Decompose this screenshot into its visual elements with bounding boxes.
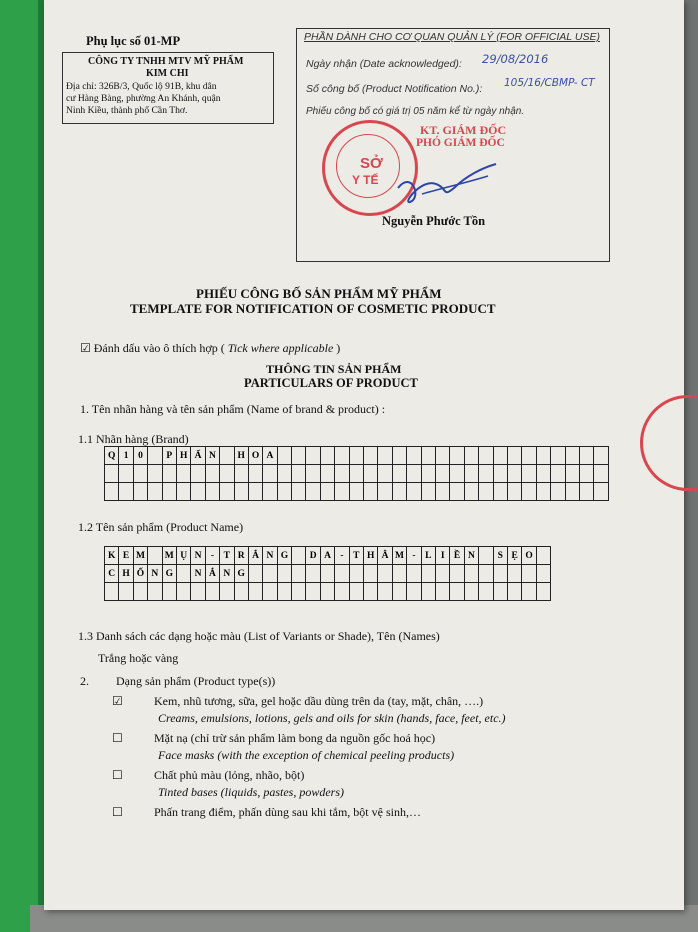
grid-cell	[364, 565, 378, 583]
grid-cell	[435, 465, 449, 483]
grid-cell: -	[335, 547, 349, 565]
grid-cell	[392, 483, 406, 501]
product-type-vi: Chất phủ màu (lỏng, nhão, bột)	[154, 768, 305, 782]
grid-cell	[335, 565, 349, 583]
grid-cell	[378, 483, 392, 501]
tick-instruction-vi: Đánh dấu vào ô thích hợp (	[93, 341, 225, 355]
grid-cell	[579, 447, 593, 465]
grid-cell: Ẩ	[191, 447, 205, 465]
checkbox-checked[interactable]: ☑	[112, 694, 123, 708]
grid-cell	[162, 483, 176, 501]
grid-cell	[176, 483, 190, 501]
grid-cell	[364, 583, 378, 601]
grid-cell	[133, 583, 147, 601]
grid-cell: M	[133, 547, 147, 565]
product-name-row-empty	[105, 583, 551, 601]
grid-cell	[522, 465, 536, 483]
product-type-en: Creams, emulsions, lotions, gels and oils for skin (hands, face, feet, etc.)	[158, 711, 506, 725]
grid-cell: Ẹ	[507, 547, 521, 565]
grid-cell	[479, 447, 493, 465]
grid-cell: H	[119, 565, 133, 583]
grid-cell	[349, 465, 363, 483]
grid-cell	[148, 547, 162, 565]
grid-cell	[364, 483, 378, 501]
grid-cell	[464, 483, 478, 501]
grid-cell: A	[320, 547, 334, 565]
grid-cell: M	[392, 547, 406, 565]
grid-cell	[522, 483, 536, 501]
grid-cell: Ề	[450, 547, 464, 565]
notification-number-label: Số công bố (Product Notification No.):	[306, 83, 483, 95]
grid-cell	[176, 465, 190, 483]
grid-cell	[421, 483, 435, 501]
grid-cell	[378, 565, 392, 583]
grid-cell	[536, 483, 550, 501]
grid-cell: Ắ	[248, 547, 262, 565]
notification-number-value: 105/16/CBMP- CT	[504, 77, 595, 89]
title-en: TEMPLATE FOR NOTIFICATION OF COSMETIC PRODUCT	[130, 301, 496, 316]
grid-cell	[551, 465, 565, 483]
signature	[392, 158, 502, 210]
grid-cell	[105, 465, 119, 483]
grid-cell	[234, 583, 248, 601]
grid-cell	[191, 465, 205, 483]
grid-cell	[248, 465, 262, 483]
grid-cell	[450, 447, 464, 465]
grid-cell	[565, 447, 579, 465]
grid-cell: N	[464, 547, 478, 565]
grid-cell	[234, 465, 248, 483]
grid-cell	[162, 465, 176, 483]
grid-cell: M	[162, 547, 176, 565]
grid-cell: N	[191, 547, 205, 565]
grid-cell	[378, 447, 392, 465]
grid-cell	[493, 565, 507, 583]
grid-cell	[435, 483, 449, 501]
grid-cell: G	[234, 565, 248, 583]
product-name-row	[105, 565, 551, 583]
grid-cell: N	[220, 565, 234, 583]
checkbox[interactable]: ☐	[112, 768, 123, 782]
grid-cell	[292, 483, 306, 501]
grid-cell	[277, 447, 291, 465]
grid-cell: -	[205, 547, 219, 565]
grid-cell	[105, 583, 119, 601]
grid-cell	[148, 465, 162, 483]
grid-cell	[205, 483, 219, 501]
grid-cell: 0	[133, 447, 147, 465]
grid-cell	[479, 483, 493, 501]
grid-cell: H	[364, 547, 378, 565]
grid-cell	[335, 483, 349, 501]
product-name-grid	[104, 546, 551, 601]
grid-cell	[263, 565, 277, 583]
grid-cell	[277, 565, 291, 583]
grid-cell	[292, 447, 306, 465]
grid-cell	[277, 583, 291, 601]
grid-cell	[479, 583, 493, 601]
grid-cell	[421, 565, 435, 583]
grid-cell	[191, 583, 205, 601]
sign-title-kt: KT. GIÁM ĐỐC	[420, 123, 507, 137]
grid-cell: L	[421, 547, 435, 565]
item-1-1: 1.1 Nhãn hàng (Brand)	[78, 432, 189, 446]
brand-row-empty	[105, 483, 609, 501]
grid-cell	[464, 465, 478, 483]
grid-cell	[364, 465, 378, 483]
grid-cell: N	[191, 565, 205, 583]
grid-cell	[464, 565, 478, 583]
product-type-vi: Kem, nhũ tương, sữa, gel hoặc dầu dùng trên da (tay, mặt, chân, ….)	[154, 694, 484, 708]
grid-cell	[594, 447, 608, 465]
grid-cell	[335, 583, 349, 601]
grid-cell	[176, 565, 190, 583]
grid-cell: Ố	[133, 565, 147, 583]
grid-cell	[148, 483, 162, 501]
grid-cell	[565, 465, 579, 483]
grid-cell	[133, 465, 147, 483]
grid-cell	[205, 583, 219, 601]
grid-cell: Q	[105, 447, 119, 465]
grid-cell	[335, 447, 349, 465]
grid-cell	[292, 465, 306, 483]
company-name-2: KIM CHI	[146, 68, 189, 79]
validity-note: Phiếu công bố có giá trị 05 năm kể từ ngày nhận.	[306, 106, 525, 117]
grid-cell	[306, 583, 320, 601]
seal-text-1: SỞ	[360, 155, 383, 172]
grid-cell	[263, 583, 277, 601]
grid-cell	[349, 483, 363, 501]
grid-cell: N	[263, 547, 277, 565]
grid-cell	[522, 565, 536, 583]
grid-cell	[378, 465, 392, 483]
grid-cell	[306, 447, 320, 465]
grid-cell	[479, 565, 493, 583]
grid-cell	[536, 547, 550, 565]
grid-cell	[551, 483, 565, 501]
grid-cell: N	[148, 565, 162, 583]
grid-cell: G	[162, 565, 176, 583]
grid-cell	[306, 465, 320, 483]
grid-cell	[507, 483, 521, 501]
grid-cell	[205, 465, 219, 483]
product-type-vi: Phấn trang điểm, phấn dùng sau khi tắm, bột vệ sinh,…	[154, 805, 421, 819]
grid-cell: N	[205, 447, 219, 465]
checked-box-icon: ☑	[80, 341, 91, 355]
date-label: Ngày nhận (Date acknowledged):	[306, 58, 462, 70]
grid-cell	[421, 465, 435, 483]
grid-cell	[292, 547, 306, 565]
brand-grid	[104, 446, 609, 501]
grid-cell	[493, 465, 507, 483]
grid-cell: R	[234, 547, 248, 565]
date-value: 29/08/2016	[482, 52, 549, 66]
grid-cell	[220, 483, 234, 501]
grid-cell	[536, 465, 550, 483]
grid-cell	[450, 465, 464, 483]
grid-cell	[407, 483, 421, 501]
grid-cell	[407, 565, 421, 583]
official-header: PHẦN DÀNH CHO CƠ QUAN QUẢN LÝ (FOR OFFICIAL USE)	[304, 31, 600, 43]
grid-cell	[349, 565, 363, 583]
grid-cell	[507, 565, 521, 583]
item-1: 1. Tên nhãn hàng và tên sản phẩm (Name of brand & product) :	[80, 402, 386, 416]
tick-instruction	[80, 341, 340, 356]
grid-cell	[320, 483, 334, 501]
grid-cell	[320, 565, 334, 583]
grid-cell	[277, 483, 291, 501]
grid-cell	[277, 465, 291, 483]
item-1-3: 1.3 Danh sách các dạng hoặc màu (List of Variants or Shade), Tên (Names)	[78, 629, 440, 643]
grid-cell	[392, 583, 406, 601]
grid-cell	[148, 447, 162, 465]
grid-cell	[234, 483, 248, 501]
item-2-number: 2.	[80, 674, 89, 688]
grid-cell	[450, 583, 464, 601]
company-address-3: Ninh Kiều, thành phố Cần Thơ.	[66, 105, 188, 116]
grid-cell	[133, 483, 147, 501]
grid-cell	[435, 565, 449, 583]
grid-cell: I	[435, 547, 449, 565]
grid-cell	[507, 447, 521, 465]
grid-cell	[220, 465, 234, 483]
grid-cell	[320, 465, 334, 483]
company-address-1: Địa chỉ: 326B/3, Quốc lộ 91B, khu dân	[66, 81, 217, 92]
grid-cell	[349, 583, 363, 601]
grid-cell	[119, 483, 133, 501]
brand-row-empty	[105, 465, 609, 483]
particulars-en: PARTICULARS OF PRODUCT	[244, 376, 418, 390]
grid-cell: Â	[378, 547, 392, 565]
tick-instruction-close: )	[336, 341, 341, 355]
grid-cell	[464, 447, 478, 465]
grid-cell	[320, 583, 334, 601]
grid-cell: O	[522, 547, 536, 565]
product-type-en: Tinted bases (liquids, pastes, powders)	[158, 785, 345, 799]
grid-cell: S	[493, 547, 507, 565]
item-2-label: Dạng sản phẩm (Product type(s))	[116, 674, 276, 688]
grid-cell	[536, 583, 550, 601]
grid-cell	[248, 483, 262, 501]
grid-cell	[522, 583, 536, 601]
grid-cell: H	[234, 447, 248, 465]
grid-cell	[536, 447, 550, 465]
grid-cell: G	[277, 547, 291, 565]
grid-cell	[479, 547, 493, 565]
grid-cell	[407, 447, 421, 465]
grid-cell: -	[407, 547, 421, 565]
grid-cell: Ụ	[176, 547, 190, 565]
grid-cell: Ắ	[205, 565, 219, 583]
product-type-en: Face masks (with the exception of chemical peeling products)	[158, 748, 455, 762]
product-type-vi: Mặt nạ (chỉ trừ sản phẩm làm bong da nguồn gốc hoá học)	[154, 731, 436, 745]
signer-name: Nguyễn Phước Tồn	[382, 214, 486, 228]
particulars-vi: THÔNG TIN SẢN PHẨM	[266, 362, 402, 376]
grid-cell	[263, 465, 277, 483]
grid-cell	[292, 565, 306, 583]
grid-cell	[378, 583, 392, 601]
grid-cell	[248, 583, 262, 601]
grid-cell	[407, 583, 421, 601]
grid-cell	[493, 583, 507, 601]
grid-cell	[421, 447, 435, 465]
grid-cell	[364, 447, 378, 465]
grid-cell	[507, 583, 521, 601]
grid-cell	[392, 565, 406, 583]
grid-cell	[148, 583, 162, 601]
grid-cell	[292, 583, 306, 601]
grid-cell	[105, 483, 119, 501]
seal-text-2: Y TẾ	[352, 173, 379, 187]
grid-cell	[493, 483, 507, 501]
sign-title-pho: PHÓ GIÁM ĐỐC	[416, 137, 505, 149]
grid-cell	[421, 583, 435, 601]
grid-cell	[306, 565, 320, 583]
grid-cell	[565, 483, 579, 501]
grid-cell	[435, 583, 449, 601]
grid-cell	[320, 447, 334, 465]
variants-value: Trắng hoặc vàng	[98, 651, 179, 665]
tick-instruction-en: Tick where applicable	[227, 341, 334, 355]
product-name-row	[105, 547, 551, 565]
grid-cell	[162, 583, 176, 601]
grid-cell	[407, 465, 421, 483]
grid-cell: A	[263, 447, 277, 465]
grid-cell	[220, 447, 234, 465]
grid-cell	[450, 483, 464, 501]
grid-cell: D	[306, 547, 320, 565]
grid-cell: T	[220, 547, 234, 565]
grid-cell	[392, 447, 406, 465]
grid-cell	[220, 583, 234, 601]
grid-cell	[551, 447, 565, 465]
grid-cell	[306, 483, 320, 501]
brand-row	[105, 447, 609, 465]
grid-cell	[479, 465, 493, 483]
grid-cell	[579, 483, 593, 501]
grid-cell	[450, 565, 464, 583]
grid-cell	[248, 565, 262, 583]
grid-cell: H	[176, 447, 190, 465]
grid-cell: P	[162, 447, 176, 465]
checkbox[interactable]: ☐	[112, 805, 123, 819]
grid-cell: 1	[119, 447, 133, 465]
company-name-1: CÔNG TY TNHH MTV MỸ PHẨM	[88, 56, 244, 67]
grid-cell	[522, 447, 536, 465]
grid-cell	[119, 583, 133, 601]
appendix-label: Phụ lục số 01-MP	[86, 34, 181, 48]
grid-cell	[119, 465, 133, 483]
grid-cell	[579, 465, 593, 483]
company-address-2: cư Hàng Bàng, phường An Khánh, quận	[66, 93, 221, 104]
grid-cell	[349, 447, 363, 465]
grid-cell	[392, 465, 406, 483]
grid-cell	[493, 447, 507, 465]
grid-cell	[507, 465, 521, 483]
grid-cell	[263, 483, 277, 501]
grid-cell: C	[105, 565, 119, 583]
grid-cell	[191, 483, 205, 501]
item-1-2: 1.2 Tên sản phẩm (Product Name)	[78, 520, 244, 534]
grid-cell: T	[349, 547, 363, 565]
checkbox[interactable]: ☐	[112, 731, 123, 745]
title-vi: PHIẾU CÔNG BỐ SẢN PHẨM MỸ PHẨM	[196, 286, 442, 301]
grid-cell: E	[119, 547, 133, 565]
grid-cell	[176, 583, 190, 601]
grid-cell	[435, 447, 449, 465]
grid-cell: K	[105, 547, 119, 565]
grid-cell	[464, 583, 478, 601]
grid-cell	[335, 465, 349, 483]
grid-cell	[594, 465, 608, 483]
grid-cell	[594, 483, 608, 501]
grid-cell: O	[248, 447, 262, 465]
grid-cell	[536, 565, 550, 583]
